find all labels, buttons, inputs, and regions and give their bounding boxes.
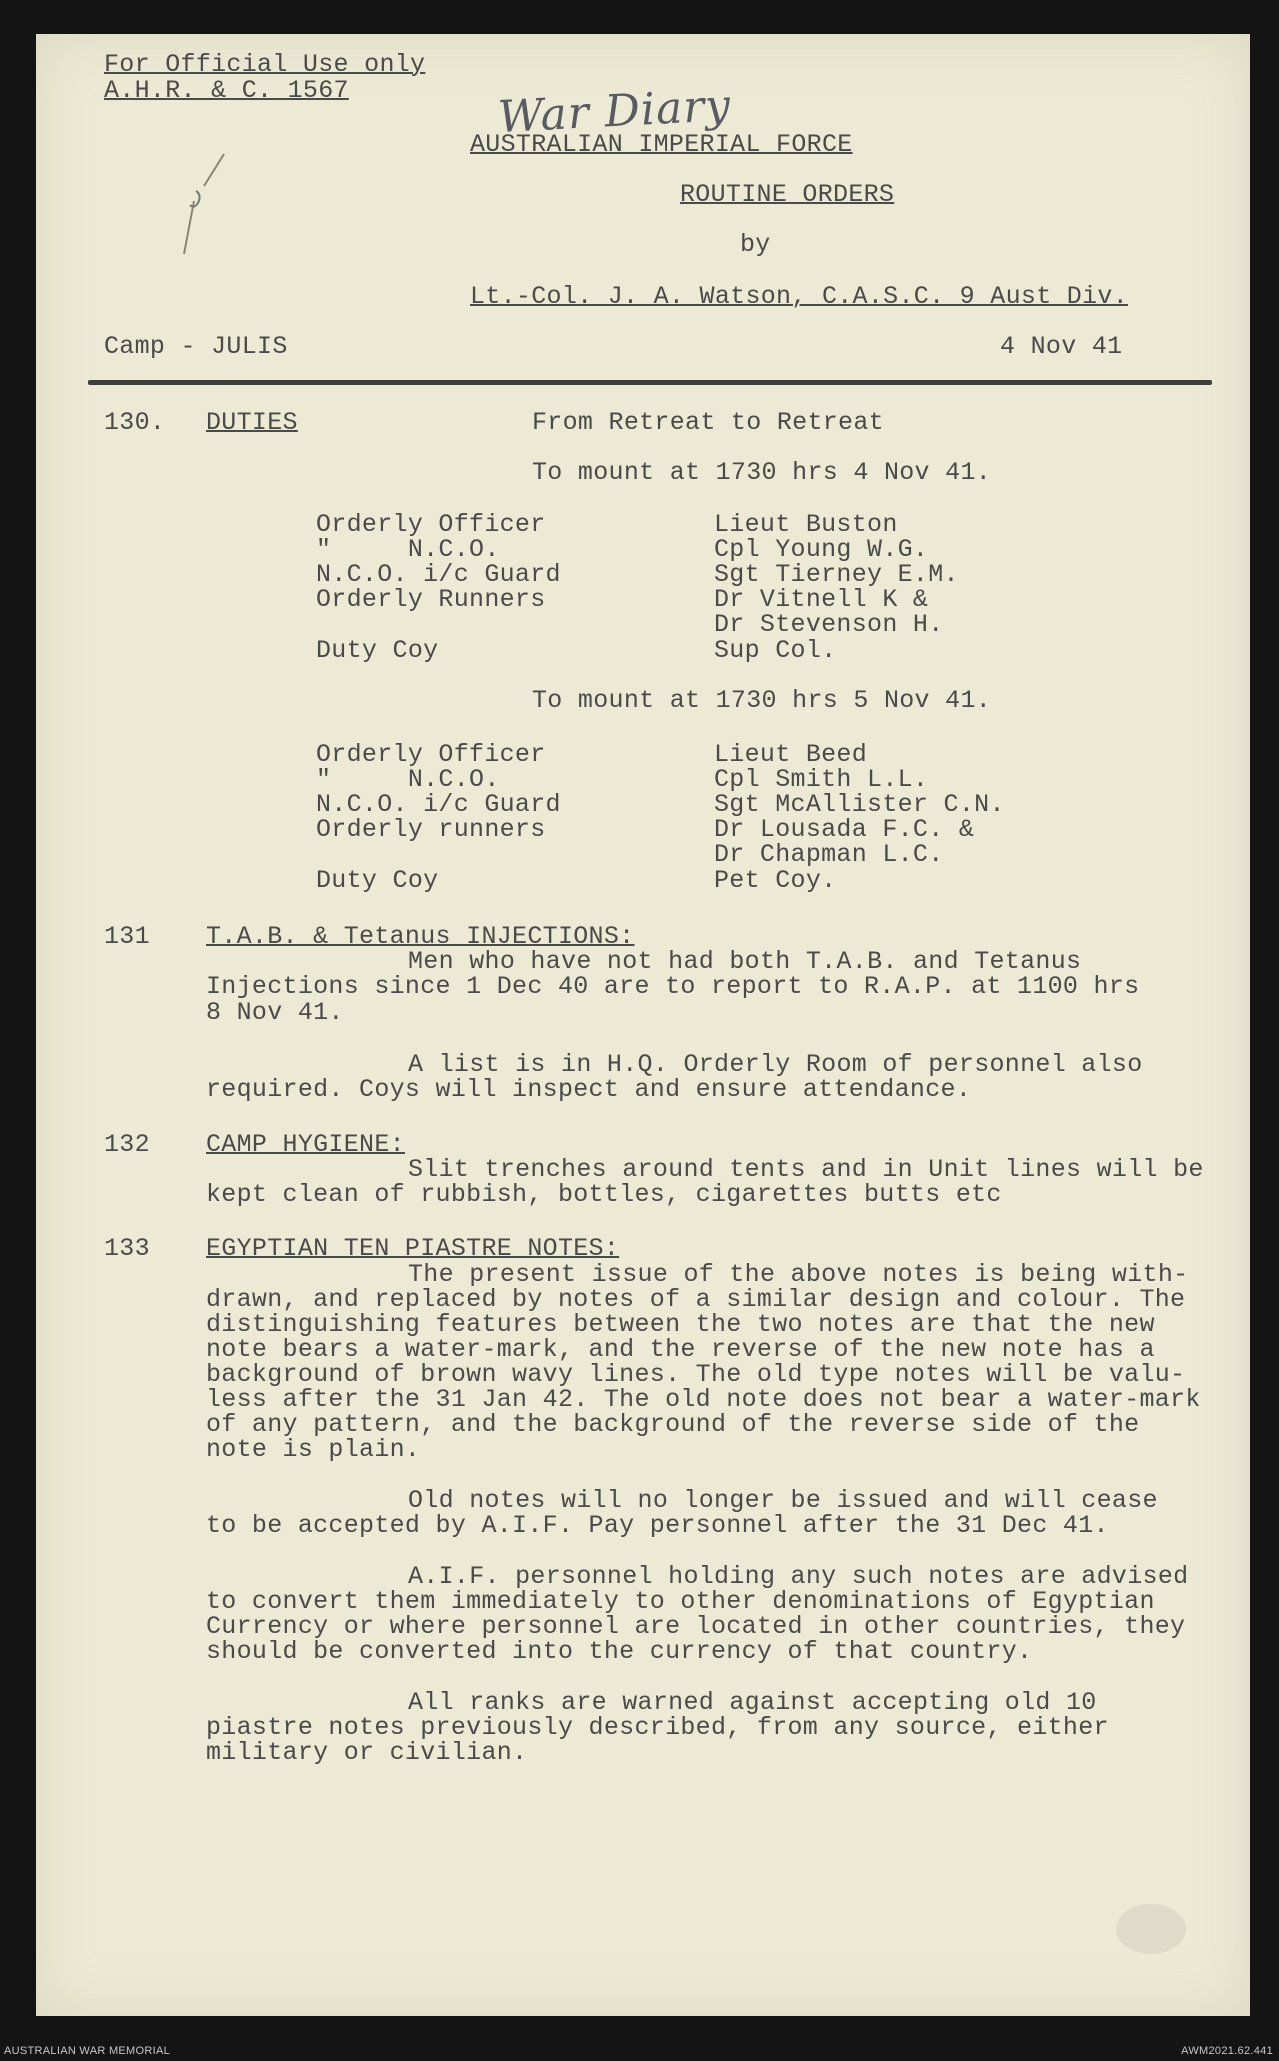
- order-131-text: Injections since 1 Dec 40 are to report to R.A.P. at 1100 hrs: [206, 972, 1140, 1001]
- order-132-heading: CAMP HYGIENE:: [206, 1130, 405, 1159]
- by-line: by: [740, 230, 771, 259]
- roster2-role: Orderly Officer: [316, 740, 546, 769]
- roster2-role: Orderly runners: [316, 815, 546, 844]
- document-date: 4 Nov 41: [1000, 332, 1123, 361]
- order-133-text: less after the 31 Jan 42. The old note does not bear a water-mark: [206, 1385, 1201, 1414]
- order-131-number: 131: [104, 922, 150, 951]
- roster1-name: Sgt Tierney E.M.: [714, 560, 959, 589]
- order-133-text: All ranks are warned against accepting old 10: [408, 1688, 1097, 1717]
- order-133-text: to be accepted by A.I.F. Pay personnel after the 31 Dec 41.: [206, 1511, 1109, 1540]
- order-131-text: required. Coys will inspect and ensure attendance.: [206, 1075, 972, 1104]
- roster1-role: Orderly Officer: [316, 510, 546, 539]
- footer-item-id: AWM2021.62.441: [1181, 2045, 1273, 2057]
- order-133-text: should be converted into the currency of that country.: [206, 1637, 1033, 1666]
- order-130-mount-1: To mount at 1730 hrs 4 Nov 41.: [532, 458, 992, 487]
- order-133-text: background of brown wavy lines. The old type notes will be valu-: [206, 1360, 1186, 1389]
- order-130-mount-2: To mount at 1730 hrs 5 Nov 41.: [532, 686, 992, 715]
- order-133-text: Currency or where personnel are located in other countries, they: [206, 1612, 1186, 1641]
- paper-stain: [1116, 1904, 1186, 1954]
- roster2-name: Pet Coy.: [714, 866, 837, 895]
- document-subtitle: ROUTINE ORDERS: [680, 180, 895, 209]
- roster2-role: " N.C.O.: [316, 765, 500, 794]
- roster1-name: Dr Stevenson H.: [714, 610, 944, 639]
- order-131-text: 8 Nov 41.: [206, 998, 344, 1027]
- roster2-name: Dr Lousada F.C. &: [714, 815, 975, 844]
- order-133-heading: EGYPTIAN TEN PIASTRE NOTES:: [206, 1234, 620, 1263]
- roster2-name: Sgt McAllister C.N.: [714, 790, 1005, 819]
- order-130-heading: DUTIES: [206, 408, 298, 437]
- staple-mark-icon: [174, 146, 234, 266]
- order-133-text: The present issue of the above notes is being with-: [408, 1260, 1189, 1289]
- order-131-text: Men who have not had both T.A.B. and Tetanus: [408, 947, 1082, 976]
- order-132-text: Slit trenches around tents and in Unit lines will be: [408, 1155, 1204, 1184]
- roster1-name: Lieut Buston: [714, 510, 898, 539]
- order-132-number: 132: [104, 1130, 150, 1159]
- order-133-text: Old notes will no longer be issued and will cease: [408, 1486, 1158, 1515]
- camp-location: Camp - JULIS: [104, 332, 288, 361]
- order-132-text: kept clean of rubbish, bottles, cigarettes butts etc: [206, 1180, 1002, 1209]
- roster2-name: Dr Chapman L.C.: [714, 840, 944, 869]
- roster1-role: Duty Coy: [316, 636, 439, 665]
- roster1-name: Dr Vitnell K &: [714, 585, 929, 614]
- roster1-role: " N.C.O.: [316, 535, 500, 564]
- order-133-text: to convert them immediately to other denominations of Egyptian: [206, 1587, 1155, 1616]
- order-133-text: note bears a water-mark, and the reverse of the new note has a: [206, 1335, 1155, 1364]
- roster2-name: Cpl Smith L.L.: [714, 765, 929, 794]
- footer-archive-name: AUSTRALIAN WAR MEMORIAL: [4, 2045, 171, 2057]
- header-divider: [88, 380, 1212, 385]
- roster2-role: Duty Coy: [316, 866, 439, 895]
- order-130-number: 130.: [104, 408, 166, 437]
- roster1-role: Orderly Runners: [316, 585, 546, 614]
- roster2-name: Lieut Beed: [714, 740, 868, 769]
- order-131-text: A list is in H.Q. Orderly Room of personnel also: [408, 1050, 1143, 1079]
- handwritten-note: War Diary: [496, 79, 733, 144]
- official-use-line: For Official Use only: [104, 50, 426, 79]
- order-133-text: of any pattern, and the background of the reverse side of the: [206, 1410, 1140, 1439]
- order-133-text: note is plain.: [206, 1435, 421, 1464]
- order-133-number: 133: [104, 1234, 150, 1263]
- roster1-name: Sup Col.: [714, 636, 837, 665]
- order-133-text: military or civilian.: [206, 1738, 528, 1767]
- roster1-name: Cpl Young W.G.: [714, 535, 929, 564]
- reference-line: A.H.R. & C. 1567: [104, 76, 349, 105]
- roster1-role: N.C.O. i/c Guard: [316, 560, 561, 589]
- order-131-heading: T.A.B. & Tetanus INJECTIONS:: [206, 922, 635, 951]
- document-page: [36, 34, 1250, 2016]
- commander-line: Lt.-Col. J. A. Watson, C.A.S.C. 9 Aust Div.: [470, 282, 1129, 311]
- document-title: AUSTRALIAN IMPERIAL FORCE: [470, 130, 853, 159]
- order-133-text: distinguishing features between the two notes are that the new: [206, 1310, 1155, 1339]
- order-130-period: From Retreat to Retreat: [532, 408, 884, 437]
- order-133-text: piastre notes previously described, from any source, either: [206, 1713, 1109, 1742]
- order-133-text: A.I.F. personnel holding any such notes are advised: [408, 1562, 1189, 1591]
- order-133-text: drawn, and replaced by notes of a similar design and colour. The: [206, 1285, 1186, 1314]
- roster2-role: N.C.O. i/c Guard: [316, 790, 561, 819]
